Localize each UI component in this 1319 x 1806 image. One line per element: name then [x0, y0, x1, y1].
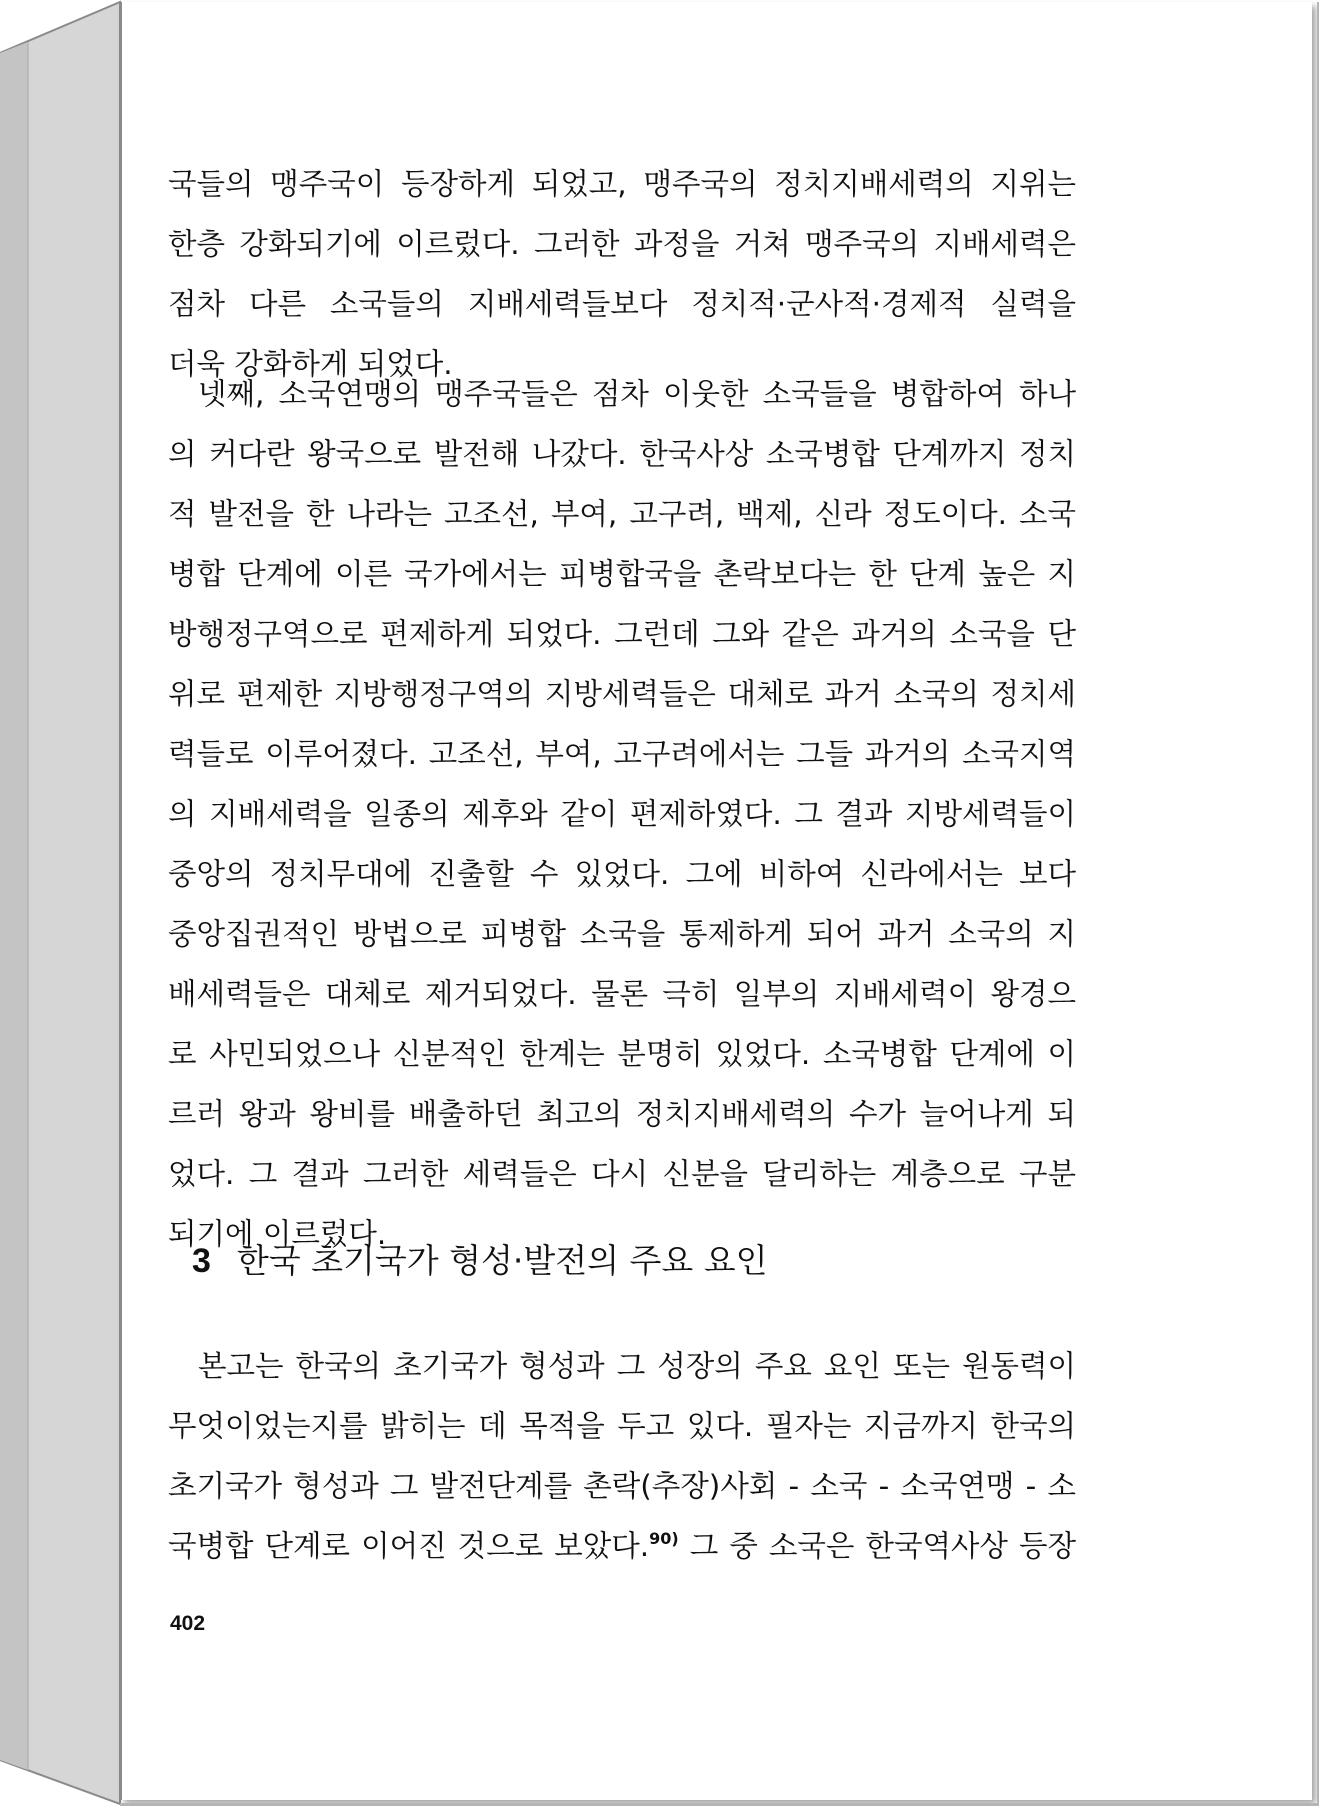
book-spine-graphic [0, 0, 125, 1806]
paragraph-line: 초기국가 형성과 그 발전단계를 촌락(추장)사회 - 소국 - 소국연맹 - 소 [168, 1469, 1076, 1503]
paragraph-line: 의 지배세력을 일종의 제후와 같이 편제하였다. 그 결과 지방세력들이 [168, 797, 1076, 831]
paragraph-line: 점차 다른 소국들의 지배세력들보다 정치적·군사적·경제적 실력을 [168, 287, 1076, 321]
paragraph-line: 르러 왕과 왕비를 배출하던 최고의 정치지배세력의 수가 늘어나게 되 [168, 1097, 1076, 1131]
paragraph-line: 한층 강화되기에 이르렀다. 그러한 과정을 거쳐 맹주국의 지배세력은 [168, 227, 1076, 261]
paragraph-line: 었다. 그 결과 그러한 세력들은 다시 신분을 달리하는 계층으로 구분 [168, 1157, 1076, 1191]
paragraph-line: 중앙의 정치무대에 진출할 수 있었다. 그에 비하여 신라에서는 보다 [168, 857, 1076, 891]
paragraph-line: 의 커다란 왕국으로 발전해 나갔다. 한국사상 소국병합 단계까지 정치 [168, 437, 1076, 471]
page-number: 402 [170, 1612, 206, 1635]
section-number: 3 [192, 1242, 211, 1280]
footnote-reference[interactable]: 90) [649, 1529, 679, 1548]
paragraph-line-with-footnote [168, 1516, 1076, 1576]
paragraph-line: 넷째, 소국연맹의 맹주국들은 점차 이웃한 소국들을 병합하여 하나 [198, 377, 1076, 411]
line-text-before-footnote: 국병합 단계로 이어진 것으로 보았다. [168, 1529, 650, 1563]
paragraph-line: 로 사민되었으나 신분적인 한계는 분명히 있었다. 소국병합 단계에 이 [168, 1037, 1076, 1071]
section-heading [192, 1235, 768, 1282]
paragraph-line: 방행정구역으로 편제하게 되었다. 그런데 그와 같은 과거의 소국을 단 [168, 617, 1076, 651]
line-text-after-footnote: 그 중 소국은 한국역사상 등장 [678, 1529, 1076, 1563]
section-title: 한국 초기국가 형성·발전의 주요 요인 [236, 1241, 768, 1280]
paragraph-line: 적 발전을 한 나라는 고조선, 부여, 고구려, 백제, 신라 정도이다. 소국 [168, 497, 1076, 531]
paragraph-line: 중앙집권적인 방법으로 피병합 소국을 통제하게 되어 과거 소국의 지 [168, 917, 1076, 951]
paragraph-2 [168, 364, 1076, 1264]
paragraph-line: 더욱 강화하게 되었다. [168, 347, 453, 381]
paragraph-1 [168, 154, 1076, 394]
paragraph-line: 병합 단계에 이른 국가에서는 피병합국을 촌락보다는 한 단계 높은 지 [168, 557, 1076, 591]
paragraph-line: 무엇이었는지를 밝히는 데 목적을 두고 있다. 필자는 지금까지 한국의 [168, 1409, 1076, 1443]
paragraph-line: 국들의 맹주국이 등장하게 되었고, 맹주국의 정치지배세력의 지위는 [168, 167, 1076, 201]
paragraph-line: 배세력들은 대체로 제거되었다. 물론 극히 일부의 지배세력이 왕경으 [168, 977, 1076, 1011]
paragraph-line: 력들로 이루어졌다. 고조선, 부여, 고구려에서는 그들 과거의 소국지역 [168, 737, 1076, 771]
paragraph-line: 본고는 한국의 초기국가 형성과 그 성장의 주요 요인 또는 원동력이 [198, 1349, 1076, 1383]
paragraph-line: 위로 편제한 지방행정구역의 지방세력들은 대체로 과거 소국의 정치세 [168, 677, 1076, 711]
paragraph-line: 되기에 이르렀다. [168, 1217, 387, 1251]
paragraph-3 [168, 1336, 1076, 1576]
